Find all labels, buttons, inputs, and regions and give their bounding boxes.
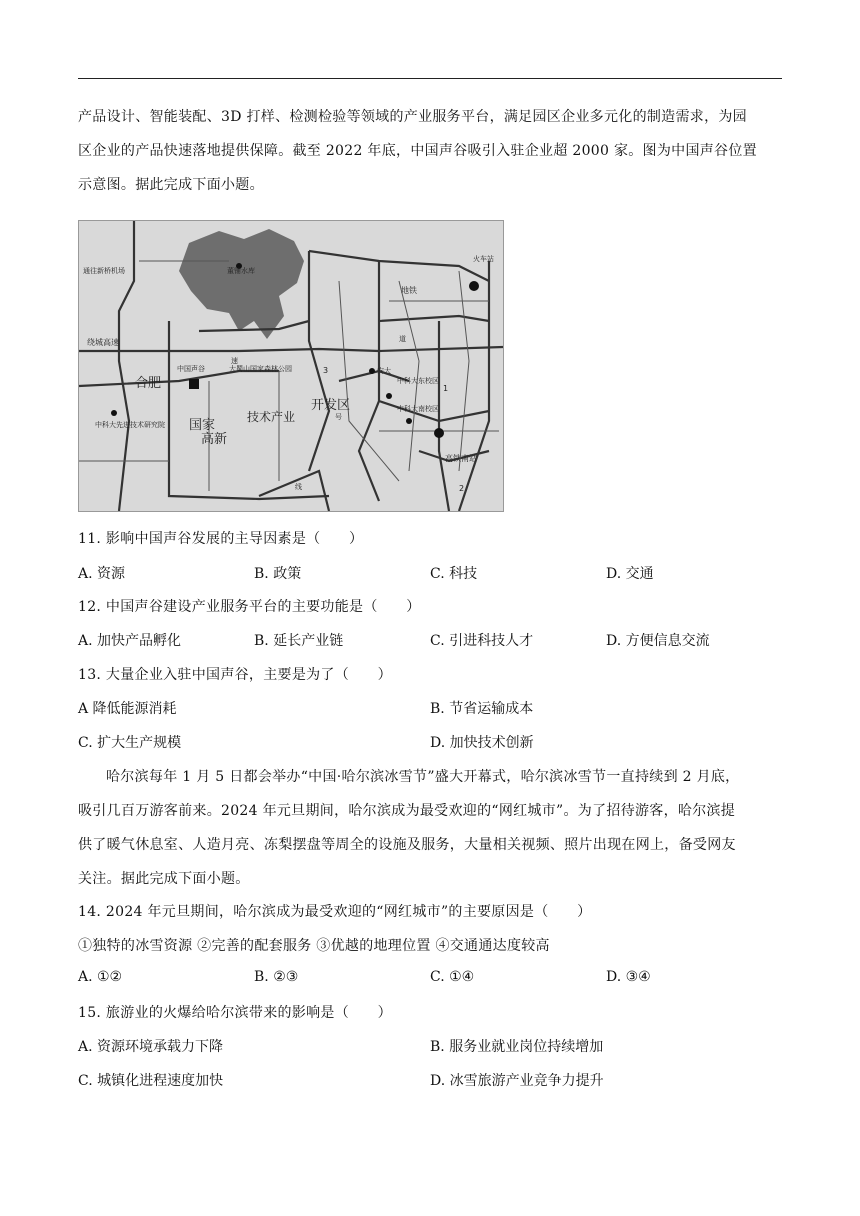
q13-stem: 13. 大量企业入驻中国声谷，主要是为了（ ）	[78, 667, 392, 683]
sound-valley-location-map	[78, 220, 504, 512]
q14-option-a[interactable]: A. ①②	[78, 969, 123, 985]
map-label-forest-park: 大蜀山国家森林公园	[229, 365, 292, 373]
passage2-line1: 哈尔滨每年 1 月 5 日都会举办“中国·哈尔滨冰雪节”盛大开幕式，哈尔滨冰雪节一直持续到 2 月底，	[106, 769, 740, 785]
map-label-east-campus: 中科大东校区	[397, 377, 439, 385]
q14-stem: 14. 2024 年元旦期间，哈尔滨成为最受欢迎的“网红城市”的主要原因是（ ）	[78, 904, 592, 920]
map-label-national: 国家	[189, 418, 216, 433]
q15-stem: 15. 旅游业的火爆给哈尔滨带来的影响是（ ）	[78, 1005, 392, 1021]
map-label-number: 号	[335, 413, 342, 421]
q13-option-d[interactable]: D. 加快技术创新	[430, 735, 534, 751]
q14-option-c[interactable]: C. ①④	[430, 969, 475, 985]
q15-option-b[interactable]: B. 服务业就业岗位持续增加	[430, 1039, 604, 1055]
map-label-south-campus: 中科大南校区	[397, 405, 439, 413]
map-drawing	[79, 221, 503, 511]
passage1-line1: 产品设计、智能装配、3D 打样、检测检验等领域的产业服务平台，满足园区企业多元化的制造需求，为园	[78, 109, 747, 125]
q11-option-a[interactable]: A. 资源	[78, 566, 126, 582]
map-label-high-new: 高新	[201, 432, 228, 447]
map-label-metro-line1: 1	[443, 384, 449, 393]
map-label-reservoir: 董铺水库	[227, 267, 255, 275]
map-label-road: 道	[399, 335, 406, 343]
q12-option-a[interactable]: A. 加快产品孵化	[78, 633, 182, 649]
map-label-line: 线	[295, 483, 302, 491]
q12-option-c[interactable]: C. 引进科技人才	[430, 633, 534, 649]
map-label-railway-station: 火车站	[473, 255, 494, 263]
q11-option-b[interactable]: B. 政策	[254, 566, 302, 582]
map-label-metro-line2: 2	[459, 484, 465, 493]
map-label-ring-road: 绕城高速	[87, 338, 119, 347]
q12-option-d[interactable]: D. 方便信息交流	[606, 633, 710, 649]
q15-option-c[interactable]: C. 城镇化进程速度加快	[78, 1073, 224, 1089]
q15-option-a[interactable]: A. 资源环境承载力下降	[78, 1039, 224, 1055]
q13-option-c[interactable]: C. 扩大生产规模	[78, 735, 182, 751]
q14-items: ①独特的冰雪资源 ②完善的配套服务 ③优越的地理位置 ④交通通达度较高	[78, 938, 550, 954]
q11-stem: 11. 影响中国声谷发展的主导因素是（ ）	[78, 531, 364, 547]
map-label-development-zone: 开发区	[311, 398, 351, 413]
passage2-line2: 吸引几百万游客前来。2024 年元旦期间，哈尔滨成为最受欢迎的“网红城市”。为了招待游客，哈尔滨提	[78, 803, 736, 819]
q13-option-b[interactable]: B. 节省运输成本	[430, 701, 534, 717]
map-label-sound-valley: 中国声谷	[177, 365, 205, 373]
map-label-anda: 安大	[377, 367, 391, 375]
map-label-metro-line3: 3	[323, 366, 329, 375]
header-rule	[78, 78, 782, 79]
q13-option-a[interactable]: A 降低能源消耗	[78, 701, 177, 717]
map-label-tech-institute: 中科大先进技术研究院	[95, 421, 165, 429]
passage2-line4: 关注。据此完成下面小题。	[78, 871, 250, 887]
q14-option-d[interactable]: D. ③④	[606, 969, 651, 985]
passage1-line3: 示意图。据此完成下面小题。	[78, 177, 264, 193]
map-label-metro: 地铁	[401, 286, 417, 295]
q15-option-d[interactable]: D. 冰雪旅游产业竞争力提升	[430, 1073, 604, 1089]
q12-option-b[interactable]: B. 延长产业链	[254, 633, 344, 649]
map-label-speed: 速	[231, 357, 238, 365]
q12-stem: 12. 中国声谷建设产业服务平台的主要功能是（ ）	[78, 599, 421, 615]
map-label-hsr-south: 高铁南站	[445, 454, 477, 463]
map-label-airport: 通往新桥机场	[83, 267, 125, 275]
map-label-hefei: 合肥	[135, 376, 162, 391]
passage1-line2: 区企业的产品快速落地提供保障。截至 2022 年底，中国声谷吸引入驻企业超 2000 家。图为中国声谷位置	[78, 143, 757, 159]
passage2-line3: 供了暖气休息室、人造月亮、冻梨摆盘等周全的设施及服务，大量相关视频、照片出现在网上，备受网友	[78, 837, 736, 853]
q11-option-d[interactable]: D. 交通	[606, 566, 654, 582]
q11-option-c[interactable]: C. 科技	[430, 566, 478, 582]
map-label-tech-industry: 技术产业	[247, 410, 296, 424]
q14-option-b[interactable]: B. ②③	[254, 969, 299, 985]
